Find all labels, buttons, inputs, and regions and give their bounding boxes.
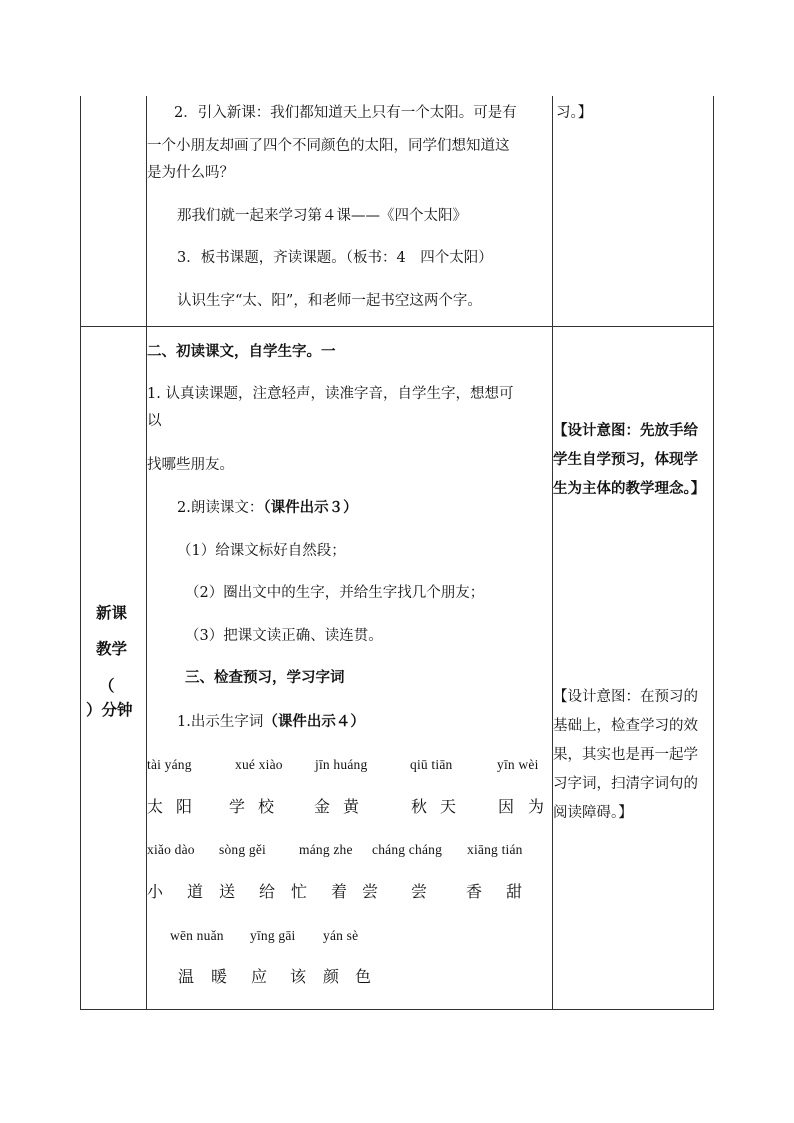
character: 送 — [219, 882, 236, 901]
design-note-2-line-2: 基础上，检查学习的效 — [553, 718, 698, 734]
intro-line-1: 2．引入新课：我们都知道天上只有一个太阳。可是有 — [174, 105, 517, 121]
pinyin: qiū tiān — [410, 757, 453, 772]
step-3 — [177, 713, 365, 731]
pinyin: jīn huáng — [315, 757, 368, 772]
heading-first-reading: 二、初读课文，自学生字。一 — [147, 343, 336, 360]
section-label-line-2: 教学 — [96, 639, 128, 658]
character: 阳 — [176, 797, 193, 816]
character: 太 — [147, 797, 164, 816]
pinyin: yán sè — [323, 928, 359, 943]
step-3-text: 1.出示生字词 — [177, 714, 264, 730]
table-bottom-border — [80, 1009, 714, 1010]
character: 道 — [187, 882, 204, 901]
pinyin: xiǎo dào — [147, 842, 195, 857]
sub-step-3: （3）把课文读正确、读连贯。 — [185, 628, 383, 644]
pinyin: sòng gěi — [219, 842, 266, 857]
table-row-divider — [80, 326, 714, 327]
section-label-line-3: （ — [99, 676, 115, 695]
character: 着 — [331, 882, 348, 901]
design-note-2-line-3: 果，其实也是再一起学 — [553, 747, 698, 763]
table-right-border — [713, 96, 714, 1010]
character: 因 — [498, 797, 515, 816]
design-note-1-line-2: 学生自学预习，体现学 — [553, 451, 698, 468]
intro-line-5: 3．板书课题，齐读课题。（板书：4 四个太阳） — [177, 250, 493, 266]
character: 甜 — [506, 882, 523, 901]
step-3-courseware: （课件出示４） — [263, 713, 365, 730]
character: 学 — [229, 797, 246, 816]
character: 香 — [466, 882, 483, 901]
intro-line-2: 一个小朋友却画了四个不同颜色的太阳，同学们想知道这 — [147, 138, 510, 154]
table-left-border — [80, 96, 81, 1010]
character: 忙 — [291, 882, 308, 901]
character: 尝 — [362, 882, 379, 901]
sub-step-2: （2）圈出文中的生字，并给生字找几个朋友； — [185, 585, 485, 601]
character: 该 — [290, 967, 307, 986]
step-2-text: 2.朗读课文： — [177, 500, 264, 516]
intro-line-6: 认识生字“太、阳”，和老师一起书空这两个字。 — [177, 293, 482, 309]
design-note-2-line-5: 阅读障碍。】 — [553, 805, 633, 821]
table-column-divider-2 — [552, 96, 553, 1010]
character: 小 — [147, 882, 164, 901]
intro-line-3: 是为什么吗？ — [147, 165, 234, 181]
pinyin: yīn wèi — [497, 757, 539, 772]
character: 色 — [355, 967, 372, 986]
design-note-1-line-3: 生为主体的教学理念。】 — [553, 480, 706, 497]
pinyin: wēn nuǎn — [170, 928, 224, 943]
sub-step-1: （1）给课文标好自然段； — [177, 543, 346, 559]
table-column-divider-1 — [146, 96, 147, 1010]
character: 黄 — [343, 797, 360, 816]
design-note-2-line-4: 习字词，扫清字词句的 — [553, 776, 698, 792]
pinyin: cháng cháng — [372, 842, 443, 857]
pinyin: xiāng tián — [467, 842, 523, 857]
character: 尝 — [411, 882, 428, 901]
character: 暖 — [211, 967, 228, 986]
step-1-line-b: 以 — [147, 413, 162, 429]
step-1-line-c: 找哪些朋友。 — [147, 457, 234, 473]
character: 给 — [259, 882, 276, 901]
character: 颜 — [323, 967, 340, 986]
intro-right-note: 习。】 — [556, 105, 593, 121]
character: 秋 — [411, 797, 428, 816]
character: 天 — [440, 797, 457, 816]
pinyin: yīng gāi — [250, 928, 296, 943]
character: 温 — [178, 967, 195, 986]
step-1-line-a: 1. 认真读课题，注意轻声，读准字音，自学生字，想想可 — [147, 386, 514, 402]
pinyin: tài yáng — [147, 757, 192, 772]
section-label-line-1: 新课 — [96, 603, 128, 622]
step-2 — [177, 499, 358, 517]
character: 为 — [528, 797, 545, 816]
character: 应 — [251, 967, 268, 986]
pinyin: xué xiào — [235, 757, 283, 772]
intro-line-4: 那我们就一起来学习第４课——《四个太阳》 — [177, 208, 467, 224]
pinyin: máng zhe — [299, 842, 353, 857]
step-2-courseware: （课件出示３） — [263, 499, 358, 516]
heading-check-preview: 三、检查预习，学习字词 — [185, 669, 345, 686]
design-note-2-line-1: 【设计意图：在预习的 — [553, 689, 698, 705]
character: 金 — [314, 797, 331, 816]
character: 校 — [258, 797, 275, 816]
section-label-line-4: ）分钟 — [86, 700, 133, 719]
design-note-1-line-1: 【设计意图：先放手给 — [553, 422, 698, 439]
